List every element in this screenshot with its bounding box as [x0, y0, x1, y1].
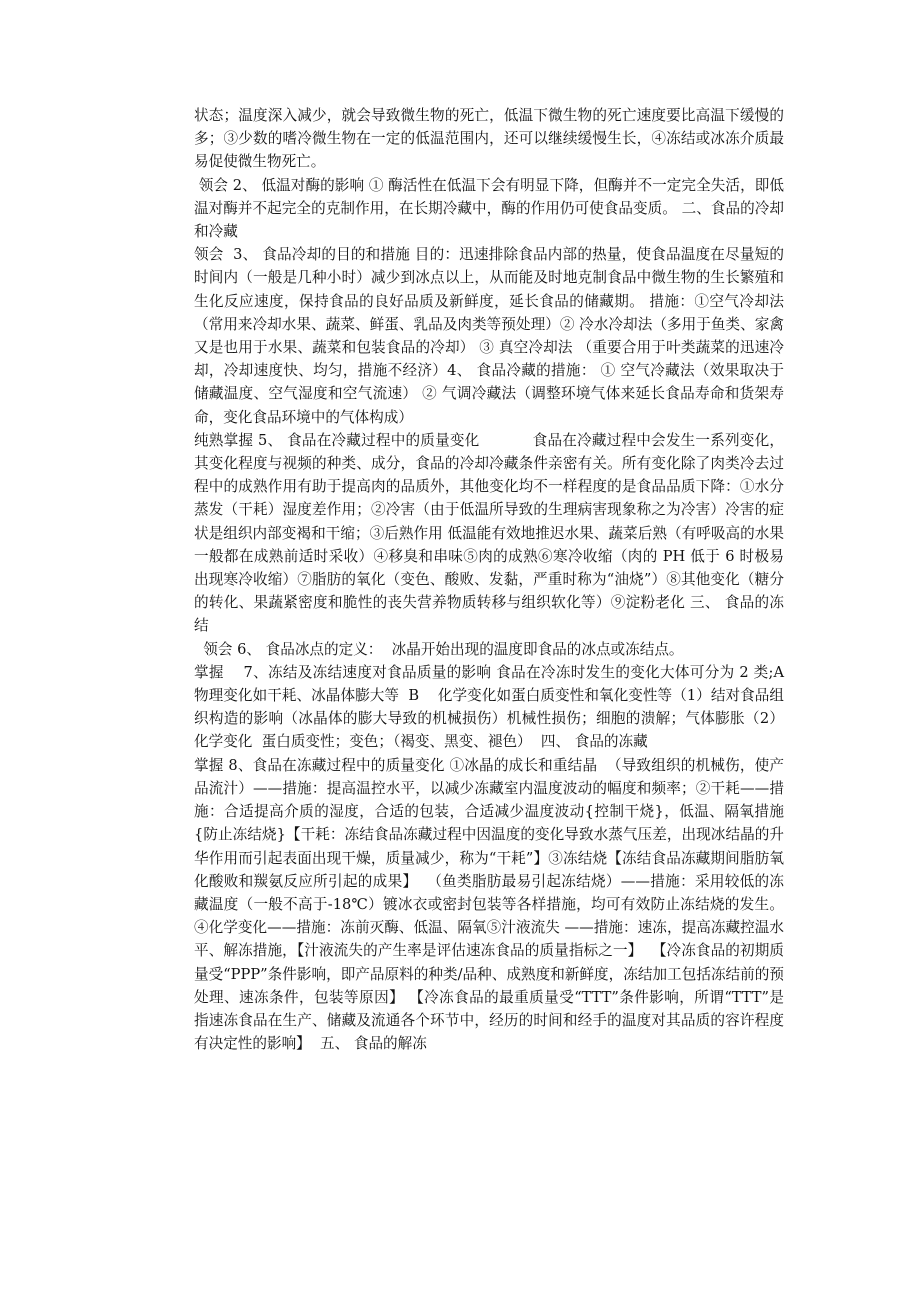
paragraph-freezing-speed: 掌握 7、冻结及冻结速度对食品质量的影响 食品在冷冻时发生的变化大体可分为 2 类;A 物理变化如干耗、冰晶体膨大等 B 化学变化如蛋白质变性和氧化变性等（1）结对食品组织构造的影响（冰晶体的膨大导致的机械损伤）机械性损伤；细胞的溃解；气体膨胀（2）化学变化 蛋白质变性；变色；（褐变、黑变、褪色） 四、 食品的冻藏 — [194, 663, 803, 751]
document-page — [194, 104, 803, 1055]
paragraph-microbe-death: 状态；温度深入减少，就会导致微生物的死亡，低温下微生物的死亡速度要比高温下缓慢的多；③少数的嗜冷微生物在一定的低温范围内，还可以继续缓慢生长，④冻结或冰冻介质最易促使微生物死亡。 — [194, 107, 784, 171]
paragraph-enzyme-effect: 领会 2、 低温对酶的影响 ① 酶活性在低温下会有明显下降，但酶并不一定完全失活，即低温对酶并不起完全的克制作用，在长期冷藏中，酶的作用仍可使食品变质。 二、食品的冷却和冷藏 — [194, 176, 784, 241]
paragraph-frozen-storage-quality: 掌握 8、食品在冻藏过程中的质量变化 ①冰晶的成长和重结晶 （导致组织的机械伤，使产品流汁）——措施：提高温控水平，以减少冻藏室内温度波动的幅度和频率；②干耗——措施：合适提高介质的湿度，合适的包装，合适减少温度波动{控制干烧}，低温、隔氧措施{防止冻结烧}【干耗：冻结食品冻藏过程中因温度的变化导致水蒸气压差，出现冰结晶的升华作用而引起表面出现干燥，质量减少，称为“干耗”】③冻结烧【冻结食品冻藏期间脂肪氧化酸败和羰氨反应所引起的成果】 （鱼类脂肪最易引起冻结烧）——措施：采用较低的冻藏温度（一般不高于-18℃）镀冰衣或密封包装等各样措施，均可有效防止冻结烧的发生。④化学变化——措施：冻前灭酶、低温、隔氧⑤汁液流失 ——措施：速冻，提高冻藏控温水平、解冻措施，【汁液流失的产生率是评估速冻食品的质量指标之一】 【冷冻食品的初期质量受“PPP”条件影响，即产品原料的种类/品种、成熟度和新鲜度，冻结加工包括冻结前的预处理、速冻条件，包装等原因】 【冷冻食品的最重质量受“TTT”条件影响，所谓“TTT”是指速冻食品在生产、储藏及流通各个环节中，经历的时间和经手的温度对其品质的容许程度有决定性的影响】 五、 食品的解冻 — [194, 756, 784, 1053]
paragraph-freezing-point: 领会 6、 食品冰点的定义： 冰晶开始出现的温度即食品的冰点或冻结点。 — [194, 640, 684, 658]
paragraph-cooling-methods: 领会 3、 食品冷却的目的和措施 目的：迅速排除食品内部的热量，使食品温度在尽量短的时间内（一般是几种小时）减少到冰点以上，从而能及时地克制食品中微生物的生长繁殖和生化反应速度，保持食品的良好品质及新鲜度，延长食品的储藏期。 措施：①空气冷却法（常用来冷却水果、蔬菜、鲜蛋、乳品及肉类等预处理）② 冷水冷却法（多用于鱼类、家禽又是也用于水果、蔬菜和包装食品的冷却） ③ 真空冷却法 （重要合用于叶类蔬菜的迅速冷却，冷却速度快、均匀，措施不经济）4、 食品冷藏的措施： ① 空气冷藏法（效果取决于储藏温度、空气湿度和空气流速） ② 气调冷藏法（调整环境气体来延长食品寿命和货架寿命，变化食品环境中的气体构成） — [194, 246, 784, 426]
paragraph-cold-storage-quality: 纯熟掌握 5、 食品在冷藏过程中的质量变化 食品在冷藏过程中会发生一系列变化，其变化程度与视频的种类、成分，食品的冷却冷藏条件亲密有关。所有变化除了肉类冷去过程中的成熟作用有助于提高肉的品质外，其他变化均不一样程度的是食品品质下降：①水分蒸发（干耗）湿度差作用；②冷害（由于低温所导致的生理病害现象称之为冷害）冷害的症状是组织内部变褐和干缩；③后熟作用 低温能有效地推迟水果、蔬菜后熟（有呼吸高的水果一般都在成熟前适时采收）④移臭和串味⑤肉的成熟⑥寒冷收缩（肉的 PH 低于 6 时极易出现寒冷收缩）⑦脂肪的氧化（变色、酸败、发黏，严重时称为“油烧”）⑧其他变化（糖分的转化、果蔬紧密度和脆性的丧失营养物质转移与组织软化等）⑨淀粉老化 三、 食品的冻结 — [194, 431, 784, 635]
